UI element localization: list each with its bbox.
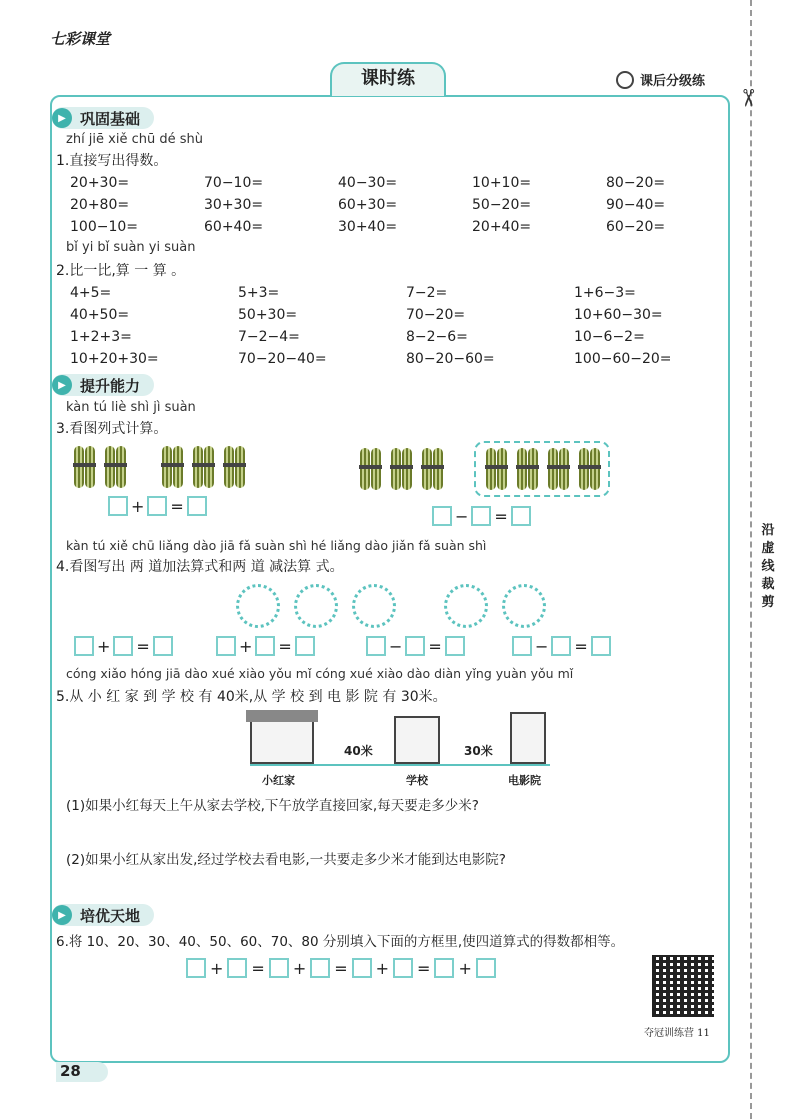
answer-box[interactable] — [476, 958, 496, 978]
answer-box[interactable] — [551, 636, 571, 656]
q1-item[interactable]: 100−10= — [70, 219, 138, 235]
q2-grid — [70, 282, 724, 370]
answer-box[interactable] — [366, 636, 386, 656]
brand-logo: 七彩课堂 — [50, 30, 111, 48]
q1-item[interactable]: 50−20= — [472, 197, 532, 213]
q1-item[interactable]: 70−10= — [204, 175, 264, 191]
q1-item[interactable]: 60−20= — [606, 219, 666, 235]
q2-item[interactable]: 80−20−60= — [406, 351, 495, 367]
answer-box[interactable] — [108, 496, 128, 516]
play-icon: ▶ — [52, 108, 72, 128]
stick-bundles-circled — [486, 448, 610, 490]
q5-text: 5.从 小 红 家 到 学 校 有 40米,从 学 校 到 电 影 院 有 30米。 — [56, 689, 447, 705]
q1-item[interactable]: 20+30= — [70, 175, 130, 191]
stick-bundles-right — [360, 448, 453, 490]
answer-box[interactable] — [471, 506, 491, 526]
qr-caption: 夺冠训练营 11 — [644, 1028, 710, 1039]
q5-pinyin: cóng xiǎo hóng jiā dào xué xiào yǒu mǐ cóng xué xiào dào diàn yǐng yuàn yǒu mǐ — [66, 666, 574, 681]
operator-equals: = — [251, 958, 265, 978]
q1-item[interactable]: 80−20= — [606, 175, 666, 191]
q1-grid — [70, 172, 706, 238]
q2-item[interactable]: 50+30= — [238, 307, 298, 323]
operator-equals: = — [170, 496, 184, 516]
scissors-icon: ✂ — [734, 87, 763, 109]
route-line — [250, 764, 550, 766]
section-header-excellence — [52, 904, 154, 926]
q3-pinyin: kàn tú liè shì jì suàn — [66, 400, 196, 415]
operator-equals: = — [417, 958, 431, 978]
q4-equation-2 — [216, 636, 315, 656]
answer-box[interactable] — [147, 496, 167, 516]
operator-plus: + — [239, 636, 253, 656]
operator-plus: + — [375, 958, 390, 978]
answer-box[interactable] — [74, 636, 94, 656]
q2-item[interactable]: 1+6−3= — [574, 285, 636, 301]
bead-ring-icon — [294, 584, 338, 628]
answer-box[interactable] — [216, 636, 236, 656]
answer-box[interactable] — [512, 636, 532, 656]
operator-plus: + — [458, 958, 472, 978]
stick-bundle-icon — [162, 446, 183, 488]
q4-equation-1 — [74, 636, 173, 656]
bead-rings — [236, 584, 546, 628]
q2-item[interactable]: 10−6−2= — [574, 329, 645, 345]
q4-text: 4.看图写出 两 道加法算式和两 道 减法算 式。 — [56, 559, 344, 575]
q2-item[interactable]: 5+3= — [238, 285, 280, 301]
qr-code-icon[interactable] — [652, 955, 714, 1017]
section-header-basic — [52, 107, 154, 129]
answer-box[interactable] — [153, 636, 173, 656]
page-title: 课时练 — [330, 62, 446, 96]
answer-box[interactable] — [310, 958, 330, 978]
q2-item[interactable]: 4+5= — [70, 285, 112, 301]
answer-box[interactable] — [255, 636, 275, 656]
q2-item[interactable]: 40+50= — [70, 307, 130, 323]
q1-item[interactable]: 20+80= — [70, 197, 130, 213]
answer-box[interactable] — [295, 636, 315, 656]
answer-box[interactable] — [591, 636, 611, 656]
q5-sub1: (1)如果小红每天上午从家去学校,下午放学直接回家,每天要走多少米? — [66, 798, 479, 814]
answer-box[interactable] — [269, 958, 289, 978]
stick-bundle-icon — [486, 448, 507, 490]
operator-equals: = — [278, 636, 292, 656]
operator-minus: − — [389, 636, 403, 656]
answer-box[interactable] — [352, 958, 372, 978]
bead-ring-icon — [236, 584, 280, 628]
place-label-home: 小红家 — [262, 774, 295, 787]
school-icon — [394, 716, 440, 764]
q1-text: 1.直接写出得数。 — [56, 153, 168, 169]
cut-label: 沿虚线裁剪 — [761, 523, 775, 610]
stick-bundles-left — [74, 446, 255, 488]
answer-box[interactable] — [186, 958, 206, 978]
q2-item[interactable]: 7−2= — [406, 285, 448, 301]
q2-item[interactable]: 100−60−20= — [574, 351, 672, 367]
q1-item[interactable]: 30+30= — [204, 197, 264, 213]
bead-ring-icon — [502, 584, 546, 628]
section-title: 巩固基础 — [80, 109, 141, 128]
play-icon: ▶ — [52, 905, 72, 925]
q3-right-equation — [432, 506, 531, 526]
answer-box[interactable] — [405, 636, 425, 656]
operator-plus: + — [210, 958, 224, 978]
q1-item[interactable]: 90−40= — [606, 197, 666, 213]
q2-pinyin: bǐ yi bǐ suàn yi suàn — [66, 240, 196, 255]
house-roof — [246, 710, 318, 722]
stick-bundle-icon — [422, 448, 443, 490]
answer-box[interactable] — [445, 636, 465, 656]
operator-equals: = — [136, 636, 150, 656]
operator-plus: + — [97, 636, 111, 656]
q1-item[interactable]: 10+10= — [472, 175, 532, 191]
stick-bundle-icon — [548, 448, 569, 490]
operator-equals: = — [428, 636, 442, 656]
answer-box[interactable] — [187, 496, 207, 516]
q2-item[interactable]: 10+60−30= — [574, 307, 663, 323]
operator-equals: = — [574, 636, 588, 656]
q2-item[interactable]: 70−20= — [406, 307, 466, 323]
level-label-text: 课后分级练 — [640, 74, 706, 89]
q2-item[interactable]: 10+20+30= — [70, 351, 159, 367]
q1-item[interactable]: 60+40= — [204, 219, 264, 235]
stick-bundle-icon — [105, 446, 126, 488]
q2-text: 2.比一比,算 一 算 。 — [56, 263, 186, 279]
answer-box[interactable] — [511, 506, 531, 526]
q5-sub2: (2)如果小红从家出发,经过学校去看电影,一共要走多少米才能到达电影院? — [66, 852, 506, 868]
answer-box[interactable] — [393, 958, 413, 978]
alarm-clock-icon — [616, 71, 634, 89]
stick-bundle-icon — [517, 448, 538, 490]
q2-item[interactable]: 7−2−4= — [238, 329, 300, 345]
distance-label-2: 30米 — [464, 744, 493, 758]
house-icon — [250, 720, 314, 764]
place-label-cinema: 电影院 — [508, 774, 541, 787]
q1-item[interactable]: 20+40= — [472, 219, 532, 235]
answer-box[interactable] — [227, 958, 247, 978]
q1-item[interactable]: 40−30= — [338, 175, 398, 191]
answer-box[interactable] — [113, 636, 133, 656]
answer-box[interactable] — [434, 958, 454, 978]
q1-item[interactable]: 60+30= — [338, 197, 398, 213]
section-header-advanced — [52, 374, 154, 396]
stick-bundle-icon — [224, 446, 245, 488]
q4-pinyin: kàn tú xiě chū liǎng dào jiā fǎ suàn shì hé liǎng dào jiǎn fǎ suàn shì — [66, 538, 487, 553]
place-label-school: 学校 — [406, 774, 428, 787]
operator-plus: + — [131, 496, 145, 516]
operator-equals: = — [494, 506, 508, 526]
operator-plus: + — [292, 958, 307, 978]
stick-bundle-icon — [193, 446, 214, 488]
play-icon: ▶ — [52, 375, 72, 395]
operator-equals: = — [334, 958, 348, 978]
bead-ring-icon — [352, 584, 396, 628]
q1-pinyin: zhí jiē xiě chū dé shù — [66, 132, 203, 147]
q4-equation-3 — [366, 636, 465, 656]
section-title: 培优天地 — [80, 906, 141, 925]
bead-ring-icon — [444, 584, 488, 628]
distance-label-1: 40米 — [344, 744, 373, 758]
q6-text: 6.将 10、20、30、40、50、60、70、80 分别填入下面的方框里,使四道算式的得数都相等。 — [56, 934, 625, 950]
cut-line — [750, 0, 752, 1119]
section-title: 提升能力 — [80, 376, 141, 395]
q3-left-equation — [108, 496, 207, 516]
page-number: 28 — [56, 1062, 108, 1082]
stick-bundle-icon — [360, 448, 381, 490]
stick-bundle-icon — [579, 448, 600, 490]
q4-equation-4 — [512, 636, 611, 656]
cinema-icon — [510, 712, 546, 764]
operator-minus: − — [455, 506, 469, 526]
q3-text: 3.看图列式计算。 — [56, 421, 168, 437]
stick-bundle-icon — [74, 446, 95, 488]
stick-bundle-icon — [391, 448, 412, 490]
q2-item[interactable]: 1+2+3= — [70, 329, 132, 345]
operator-minus: − — [535, 636, 549, 656]
q1-item[interactable]: 30+40= — [338, 219, 398, 235]
level-label — [616, 70, 705, 89]
answer-box[interactable] — [432, 506, 452, 526]
q2-item[interactable]: 8−2−6= — [406, 329, 468, 345]
q2-item[interactable]: 70−20−40= — [238, 351, 327, 367]
q6-equation — [186, 958, 496, 978]
